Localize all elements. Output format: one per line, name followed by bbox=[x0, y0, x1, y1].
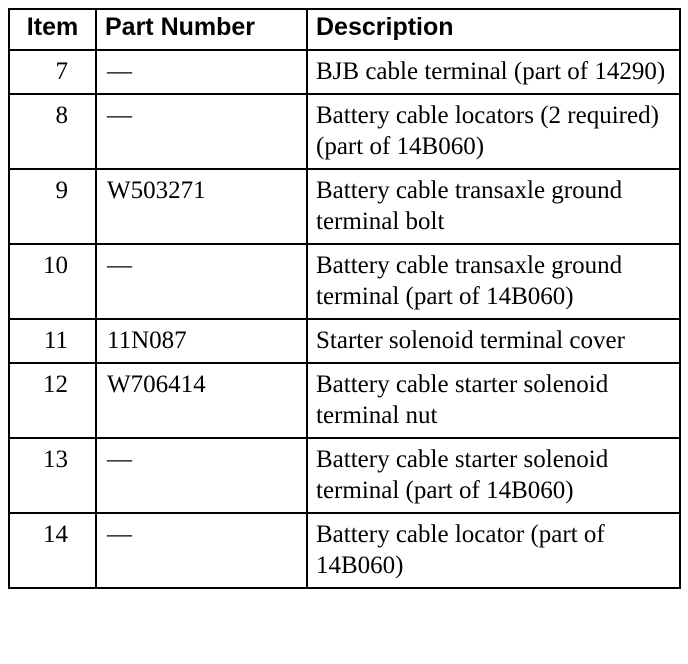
table-row bbox=[9, 50, 680, 94]
table-row bbox=[9, 319, 680, 363]
table-row bbox=[9, 513, 680, 588]
item-cell: 7 bbox=[9, 50, 96, 94]
description-cell: Starter solenoid terminal cover bbox=[307, 319, 680, 363]
table-row bbox=[9, 363, 680, 438]
description-cell: BJB cable terminal (part of 14290) bbox=[307, 50, 680, 94]
item-cell: 11 bbox=[9, 319, 96, 363]
description-cell: Battery cable starter solenoid terminal (part of 14B060) bbox=[307, 438, 680, 513]
description-cell: Battery cable locator (part of 14B060) bbox=[307, 513, 680, 588]
table-header-row bbox=[9, 9, 680, 50]
part-number-cell: — bbox=[96, 513, 307, 588]
item-cell: 10 bbox=[9, 244, 96, 319]
item-cell: 12 bbox=[9, 363, 96, 438]
description-cell: Battery cable transaxle ground terminal bolt bbox=[307, 169, 680, 244]
description-cell: Battery cable starter solenoid terminal nut bbox=[307, 363, 680, 438]
part-number-cell: W706414 bbox=[96, 363, 307, 438]
item-cell: 14 bbox=[9, 513, 96, 588]
table-row bbox=[9, 94, 680, 169]
part-number-cell: W503271 bbox=[96, 169, 307, 244]
table-row bbox=[9, 169, 680, 244]
header-item: Item bbox=[9, 9, 96, 50]
item-cell: 8 bbox=[9, 94, 96, 169]
header-description: Description bbox=[307, 9, 680, 50]
part-number-cell: 11N087 bbox=[96, 319, 307, 363]
description-cell: Battery cable transaxle ground terminal (part of 14B060) bbox=[307, 244, 680, 319]
part-number-cell: — bbox=[96, 50, 307, 94]
table-row bbox=[9, 244, 680, 319]
description-cell: Battery cable locators (2 required) (part of 14B060) bbox=[307, 94, 680, 169]
parts-table bbox=[8, 8, 681, 589]
item-cell: 9 bbox=[9, 169, 96, 244]
table-row bbox=[9, 438, 680, 513]
part-number-cell: — bbox=[96, 438, 307, 513]
item-cell: 13 bbox=[9, 438, 96, 513]
part-number-cell: — bbox=[96, 244, 307, 319]
header-part-number: Part Number bbox=[96, 9, 307, 50]
part-number-cell: — bbox=[96, 94, 307, 169]
